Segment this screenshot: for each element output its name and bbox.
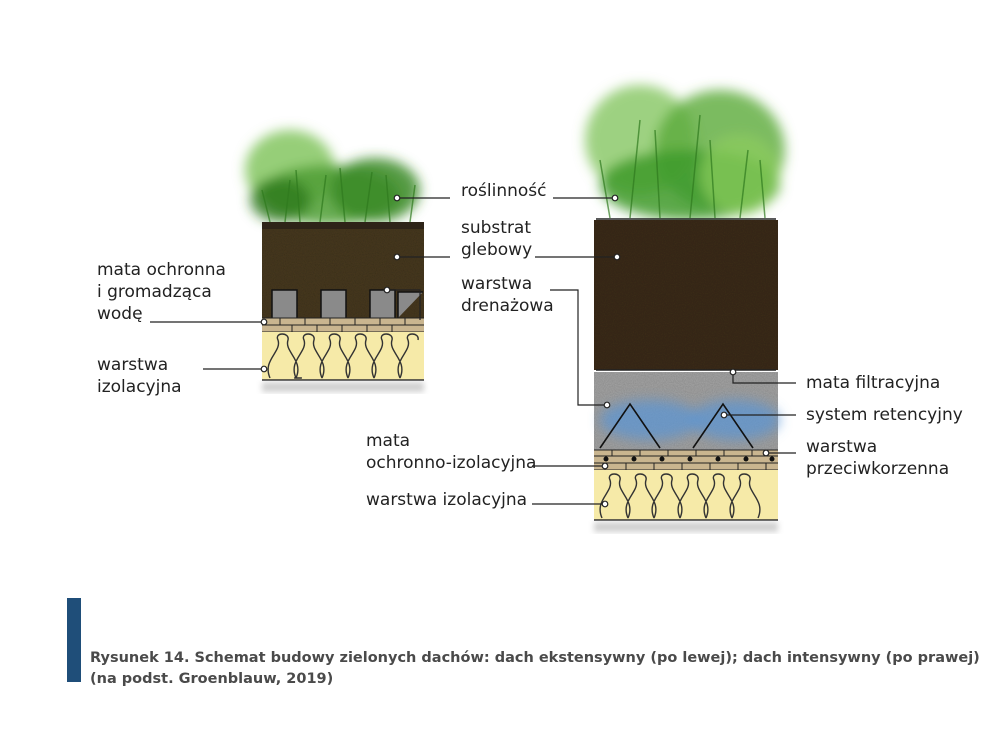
label-roslinnosc-text: roślinność xyxy=(461,181,547,201)
label-izolacyjna-left-line1: warstwa xyxy=(97,355,169,375)
label-substrat-glebowy xyxy=(461,217,532,261)
substrate-right xyxy=(594,220,778,370)
insulation-left xyxy=(262,332,424,380)
label-warstwa-izolacyjna-right xyxy=(366,489,527,511)
label-system-retencyjny xyxy=(806,404,963,426)
caption-accent-bar xyxy=(67,598,81,682)
root-barrier-right xyxy=(594,450,778,470)
label-przeciwkorzenna-line2: przeciwkorzenna xyxy=(806,459,950,479)
label-przeciwkorzenna-line1: warstwa xyxy=(806,437,878,457)
vegetation-left xyxy=(245,130,420,225)
label-mata-filtracyjna xyxy=(806,372,940,394)
label-drenazowa-line2: drenażowa xyxy=(461,296,554,316)
extensive-roof xyxy=(245,130,424,392)
base-shadow-left xyxy=(262,382,424,392)
label-roslinnosc xyxy=(461,180,546,202)
label-mata-ochronno-izolacyjna xyxy=(366,430,536,474)
top-line-left xyxy=(262,222,424,229)
label-warstwa-przeciwkorzenna xyxy=(806,436,949,480)
label-substrat-line1: substrat xyxy=(461,218,532,238)
caption-line1: Rysunek 14. Schemat budowy zielonych dachów: dach ekstensywny (po lewej); dach intensywny (po prawej) xyxy=(90,650,980,666)
intensive-roof xyxy=(585,85,785,532)
label-mata-izol-line2: ochronno-izolacyjna xyxy=(366,453,537,473)
figure-caption xyxy=(90,648,990,690)
label-warstwa-drenazowa xyxy=(461,273,554,317)
label-drenazowa-line1: warstwa xyxy=(461,274,533,294)
label-mata-ochronna-line1: mata ochronna xyxy=(97,260,226,280)
base-shadow-right xyxy=(594,522,778,532)
label-mata-izol-line1: mata xyxy=(366,431,411,451)
label-system-retencyjny-text: system retencyjny xyxy=(806,405,963,425)
label-warstwa-izolacyjna-left xyxy=(97,354,182,398)
caption-line2: (na podst. Groenblauw, 2019) xyxy=(90,671,334,687)
label-substrat-line2: glebowy xyxy=(461,240,533,260)
label-mata-ochronna-line2: i gromadząca xyxy=(97,282,212,302)
label-mata-ochronna-line3: wodę xyxy=(97,304,143,324)
label-mata-filtracyjna-text: mata filtracyjna xyxy=(806,373,941,393)
label-izolacyjna-left-line2: izolacyjna xyxy=(97,377,182,397)
label-izolacyjna-right-text: warstwa izolacyjna xyxy=(366,490,528,510)
label-mata-ochronna xyxy=(97,259,226,325)
